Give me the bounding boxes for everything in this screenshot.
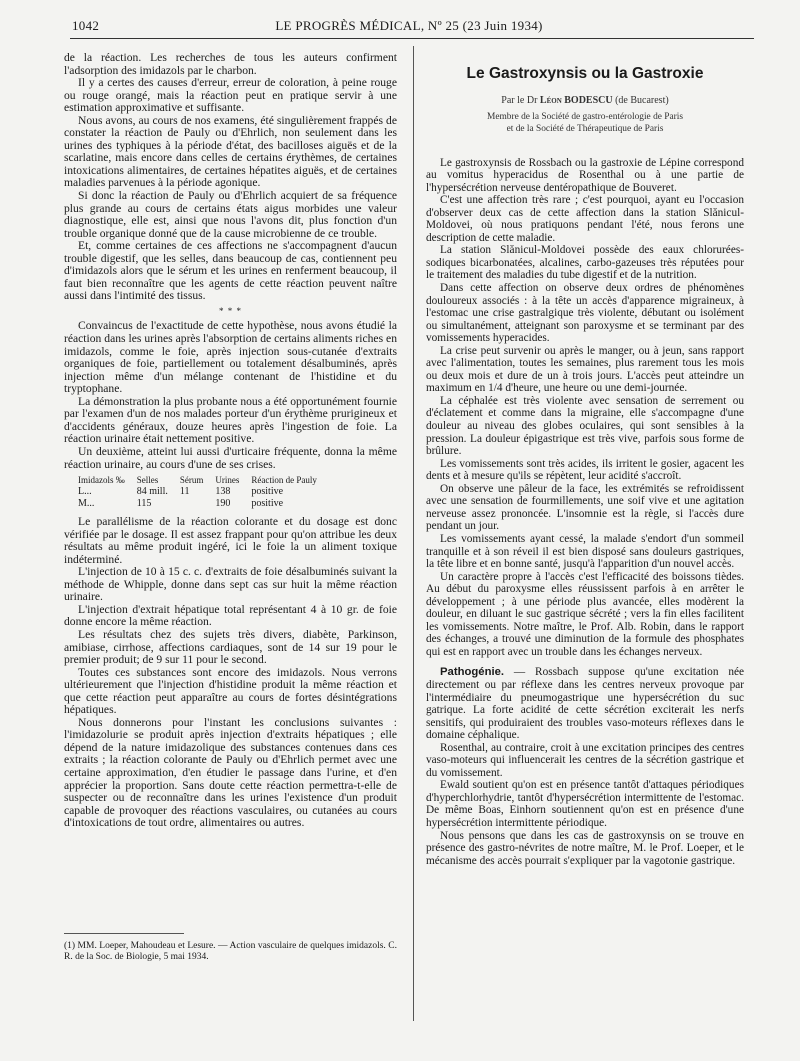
table-cell: positive <box>251 498 284 510</box>
paragraph: Nous donnerons pour l'instant les conclusions suivantes : l'imidazolurie se produit après injection d'extraits hépatiques ; elle dépend de la nature imidazolique des substances contenues dans ces extraits ; la réaction colorante de Pauly ou d'Ehrlich permet avec une certaine approximation, d'en étudier le passage dans l'urine, et d'en apprécier la proportion. Sans doute cette réaction permettra-t-elle de suspecter ou de reconnaître dans les urines l'existence d'un produit capable de provoquer des réactions vasculaires, ou cutanées au cours d'intoxications de tout ordre, alimentaires ou autres. <box>64 715 397 830</box>
paragraph: La station Slănicul-Moldovei possède des eaux chlorurées-sodiques bicarbonatées, alcalines, carbo-gazeuses très réputées pour le traitement des maladies du tube digestif et de la nutrition. <box>426 244 744 282</box>
paragraph: Il y a certes des causes d'erreur, erreur de coloration, à peine rouge ou rouge orangé, mais la réaction peut en pratique servir à une estimation approximative et suffisante. <box>64 76 397 115</box>
byline-prefix: Par le Dr <box>501 94 538 106</box>
paragraph: de la réaction. Les recherches de tous les auteurs confirment l'adsorption des imidazols par le charbon. <box>64 51 397 77</box>
paragraph <box>426 666 744 741</box>
journal-title: LE PROGRÈS MÉDICAL, Nº 25 (23 Juin 1934) <box>275 18 543 33</box>
table-header-row <box>72 474 323 486</box>
table-row <box>72 498 323 510</box>
table-cell: 11 <box>179 486 190 498</box>
paragraph: La céphalée est très violente avec sensation de serrement ou d'éclatement et comme dans la migraine, elle s'accompagne d'une douleur au niveau des globes oculaires, qui sont sensibles à la pression. La douleur épigastrique est très vive, parfois sous forme de brûlure. <box>426 394 744 458</box>
table-cell: M... <box>78 498 95 510</box>
table-header: Urines <box>215 475 240 486</box>
imidazol-table <box>72 474 323 510</box>
author-name: Léon BODESCU <box>539 94 613 106</box>
paragraph: On observe une pâleur de la face, les extrémités se refroidissent avec une sensation de fourmillements, une soif vive et une agitation nerveuse assez prononcée. L'insomnie est la règle, si l'accès dure pendant un jour. <box>426 482 744 533</box>
paragraph: L'injection de 10 à 15 c. c. d'extraits de foie désalbuminés suivant la méthode de Whipple, donne dans sept cas sur huit la même réaction urinaire. <box>64 565 397 604</box>
paragraph: Si donc la réaction de Pauly ou d'Ehrlich acquiert de sa fréquence plus grande au cours de certains états aigus morbides une valeur diagnostique, elle est, ainsi que nous l'avons dit, plus fonction d'un trouble organique donné que de la cause microbienne de ce trouble. <box>64 189 397 240</box>
paragraph: Et, comme certaines de ces affections ne s'accompagnent d'aucun trouble digestif, que les selles, dans beaucoup de cas, contiennent peu d'imidazols alors que le sérum et les urines en renferment beaucoup, il faut bien reconnaître que les agents de cette réaction peuvent naître aussi dans l'intimité des tissus. <box>64 239 397 303</box>
section-separator: * * * <box>219 305 242 316</box>
paragraph: Dans cette affection on observe deux ordres de phénomènes douloureux associés : à la tête un accès d'apparence migraineux, à l'estomac une crise gastralgique très violente, débutant ou isolément ou simultanément, atteignant son paroxysme et se terminant par des vomissements hyperacides. <box>426 282 744 345</box>
byline-suffix: (de Bucarest) <box>615 94 669 106</box>
table-header: Réaction de Pauly <box>251 475 317 486</box>
paragraph: Nous pensons que dans les cas de gastroxynsis on se trouve en présence des gastro-névrites de notre maître, M. le Prof. Loeper, et le mécanisme des accès pourrait s'expliquer par la vagotonie gastrique. <box>426 829 744 867</box>
paragraph: Toutes ces substances sont encore des imidazols. Nous verrons ultérieurement que l'injection d'histidine produit la même réaction et que cette réaction peut apparaître au cours de fortes désintégrations hépatiques. <box>64 665 397 717</box>
paragraph: Un caractère propre à l'accès c'est l'efficacité des boissons tièdes. Au début du paroxysme elles réussissent parfois à en arrêter le développement ; à une période plus avancée, elles modèrent la douleur, en diluant le suc gastrique sécrété ; vers la fin elles facilitent les vomissements. Notre maître, le Prof. Alb. Robin, dans le rapport des échanges, a trouvé une diminution de la formule des phosphates qui est en rapport avec un trouble dans les échanges nerveux. <box>426 570 744 658</box>
table-row <box>72 486 323 498</box>
running-header <box>70 16 748 38</box>
byline <box>426 95 744 107</box>
table-header: Sérum <box>179 475 204 486</box>
table-header: Imidazols ‰ <box>78 475 125 486</box>
paragraph: La crise peut survenir ou après le manger, ou à jeun, sans rapport avec l'alimentation, toutes les semaines, plus rarement tous les mois ou deux mois et dure de un à trois jours. L'accès peut atteindre un maximum en 1/4 d'heure, une heure ou une demi-journée. <box>426 344 744 395</box>
paragraph: Un deuxième, atteint lui aussi d'urticaire fréquente, donna la même réaction urinaire, au cours d'une de ses crises. <box>64 444 397 471</box>
paragraph: Les vomissements ayant cessé, la malade s'endort d'un sommeil tranquille et à son réveil il est bien disposé sans douleurs gastriques, la tête libre et en bonne santé, jusqu'à l'apparition d'un nouvel accès. <box>426 532 744 571</box>
footnote: (1) MM. Loeper, Mahoudeau et Lesure. — Action vasculaire de quelques imidazols. C. R. de la Soc. de Biologie, 5 mai 1934. <box>64 941 397 962</box>
affiliation-line: Membre de la Société de gastro-entérologie de Paris <box>486 111 684 122</box>
table-cell: 115 <box>136 498 152 510</box>
table-cell <box>174 498 210 510</box>
affiliation-line: et de la Société de Thérapeutique de Paris <box>506 123 664 134</box>
paragraph: Convaincus de l'exactitude de cette hypothèse, nous avons étudié la réaction dans les urines après l'absorption de certains aliments riches en imidazols, comme le foie, après injection sous-cutanée d'extraits organiques de foie, partiellement ou totalement désalbuminés, après injection même d'un mélange contenant de l'histidine et du tryptophane. <box>64 319 397 396</box>
table-header: Selles <box>136 475 159 486</box>
page-number: 1042 <box>72 18 100 33</box>
section-label: Pathogénie. <box>440 666 505 679</box>
left-column <box>64 52 397 830</box>
paragraph-text: — Rossbach suppose qu'une excitation née directement ou par réflexe dans les centres nerveux provoque par l'intermédiaire du pneumogastrique une hypersécrétion du suc gatrique. La forte acidité de cette sécrétion exciterait les nerfs sensitifs, qui produiraient des troubles vaso-moteurs réflexes dans le domaine céphalique. <box>426 666 745 742</box>
table-cell: 138 <box>215 486 231 498</box>
header-rule <box>70 38 754 39</box>
table-cell: 84 mill. <box>136 486 168 498</box>
paragraph: Le parallélisme de la réaction colorante et du dosage est donc vérifiée par le dosage. Il est assez frappant pour qu'on attribue les deux résultats au même produit ingéré, ici le foie la un aliment toxique indéterminé. <box>64 515 397 566</box>
footnote-rule <box>64 933 184 934</box>
table-cell: L... <box>78 486 92 498</box>
affiliation <box>426 111 744 135</box>
paragraph: Rosenthal, au contraire, croit à une excitation principes des centres vaso-moteurs qui influencerait les centres de la sécrétion gastrique et du vomissement. <box>426 741 744 779</box>
paragraph: L'injection d'extrait hépatique total représentant 4 à 10 gr. de foie donne encore la même réaction. <box>64 602 397 629</box>
paragraph: Les vomissements sont très acides, ils irritent le gosier, agacent les dents et à mesure qu'ils se répètent, leur acidité s'accroît. <box>426 457 744 483</box>
paragraph: Le gastroxynsis de Rossbach ou la gastroxie de Lépine correspond au vomitus hyperacidus de Rosenthal ou à une partie de l'hypersécrétion nerveuse dentéropathique de Bouveret. <box>426 156 744 194</box>
paragraph: Nous avons, au cours de nos examens, été singulièrement frappés de constater la réaction de Pauly ou d'Ehrlich, non seulement dans les urines des typhiques à la période d'état, des bacilloses aiguës et de la scarlatine, mais encore dans celles de certains érythèmes, de certaines intoxications alimentaires, de certaines hépatites aiguës, et de certaines maladies parvenues à la période agonique. <box>64 113 397 190</box>
right-column <box>426 52 744 867</box>
article-title: Le Gastroxynsis ou la Gastroxie <box>466 65 704 82</box>
table-cell: 190 <box>215 498 231 510</box>
paragraph: La démonstration la plus probante nous a été opportunément fournie par l'examen d'un de nos malades porteur d'un érythème prurigineux et d'accidents généraux, douze heures après l'ingestion de foie. La réaction urinaire était nettement positive. <box>64 394 397 446</box>
paragraph: C'est une affection très rare ; c'est pourquoi, ayant eu l'occasion d'observer deux cas de cette affection dans la station Slănicul-Moldovei, où nous pratiquons pendant l'été, nous ferons une description de cette maladie. <box>426 194 744 244</box>
column-divider <box>413 46 414 1021</box>
paragraph: Les résultats chez des sujets très divers, diabète, Parkinson, amibiase, cirrhose, affections cardiaques, sont de 14 sur 19 pour le premier produit; de 9 sur 11 pour le second. <box>64 627 397 667</box>
paragraph: Ewald soutient qu'on est en présence tantôt d'attaques périodiques d'hyperchlorhydrie, tantôt d'hypersécrétion intermittente de l'estomac. De même Boas, Einhorn soutiennent qu'on est en présence d'une hypersécrétion intermittente périodique. <box>426 779 744 829</box>
table-cell: positive <box>251 486 284 498</box>
